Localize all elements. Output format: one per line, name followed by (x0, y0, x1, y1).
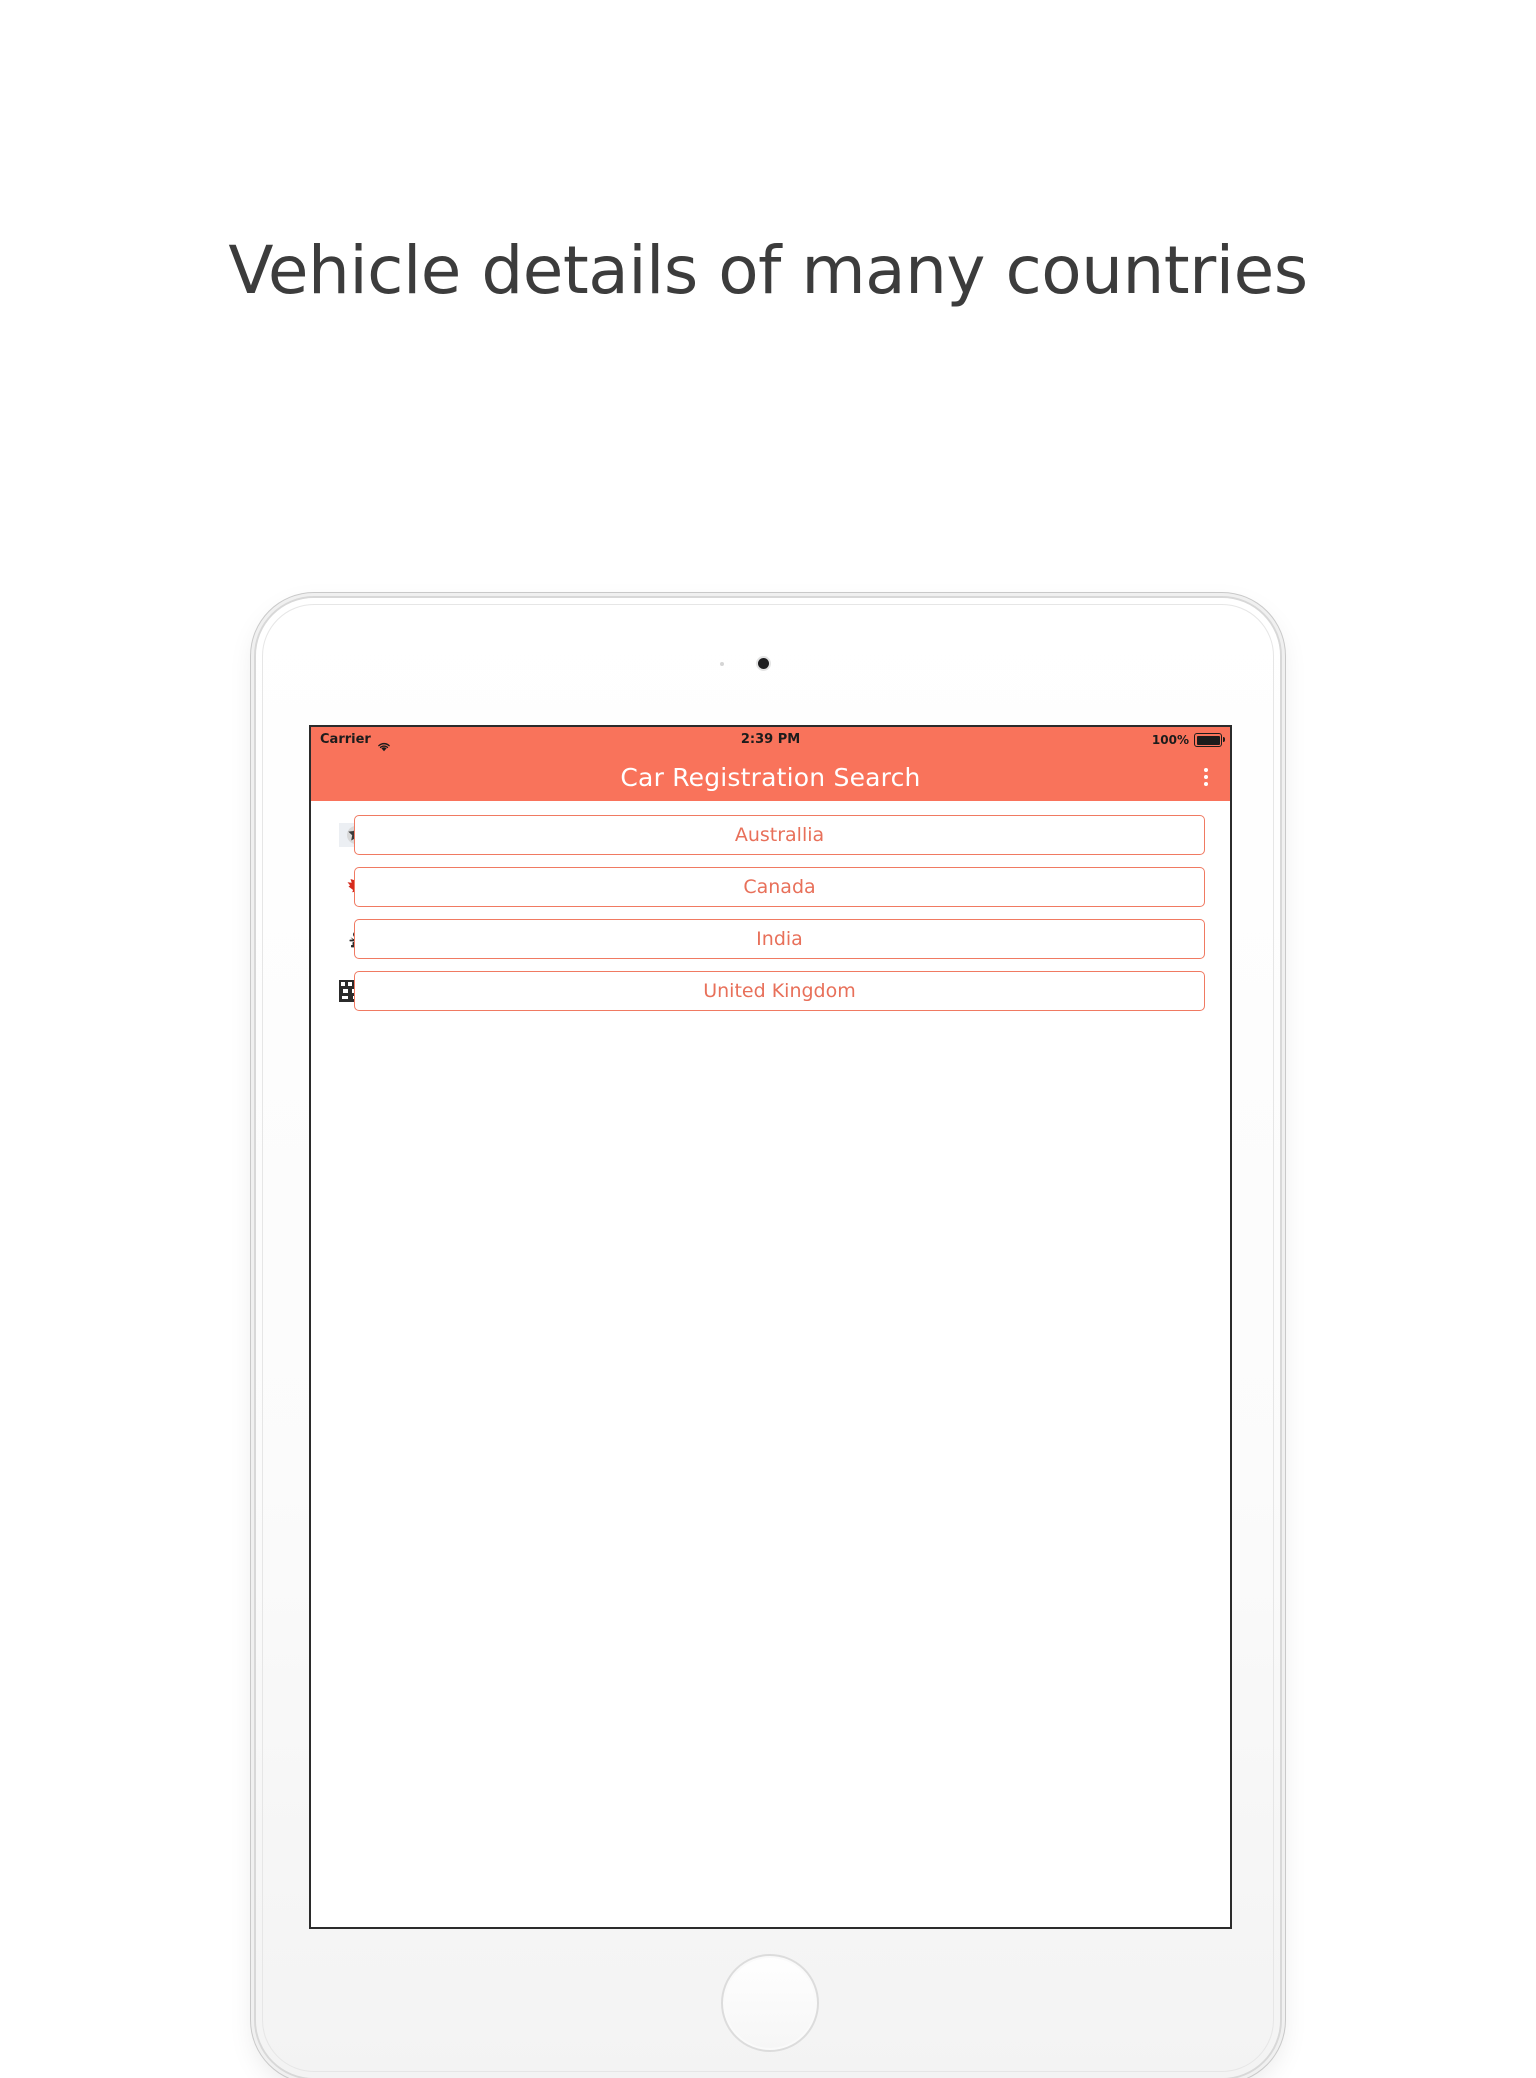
overflow-dot (1204, 768, 1208, 772)
camera-dot-icon (758, 658, 769, 669)
carrier-label: Carrier (320, 732, 371, 747)
status-bar-clock: 2:39 PM (740, 732, 801, 747)
country-list (311, 801, 1230, 1927)
country-label: Australlia (734, 824, 825, 846)
country-label: United Kingdom (703, 980, 856, 1002)
country-button-australia[interactable] (354, 815, 1205, 855)
app-title: Car Registration Search (620, 762, 921, 792)
country-label: Canada (743, 876, 816, 898)
tablet-screen (309, 725, 1232, 1929)
list-item (336, 919, 1205, 959)
list-item (336, 815, 1205, 855)
country-button-united-kingdom[interactable] (354, 971, 1205, 1011)
overflow-dot (1204, 782, 1208, 786)
tablet-device-frame (256, 598, 1280, 2078)
page-title: Vehicle details of many countries (228, 232, 1308, 309)
list-item (336, 971, 1205, 1011)
country-label: India (756, 928, 803, 950)
list-item (336, 867, 1205, 907)
status-bar (311, 727, 1230, 753)
home-button[interactable] (721, 1954, 819, 2052)
device-camera-row (256, 656, 1280, 672)
overflow-dot (1204, 775, 1208, 779)
battery-fill (1197, 736, 1220, 745)
country-button-india[interactable] (354, 919, 1205, 959)
overflow-menu-icon[interactable] (1200, 764, 1212, 790)
ambient-sensor-icon (720, 662, 724, 666)
battery-full-icon (1194, 733, 1222, 747)
app-bar (311, 753, 1230, 801)
country-button-canada[interactable] (354, 867, 1205, 907)
status-bar-right (1152, 727, 1222, 753)
battery-percent-label: 100% (1151, 733, 1189, 747)
